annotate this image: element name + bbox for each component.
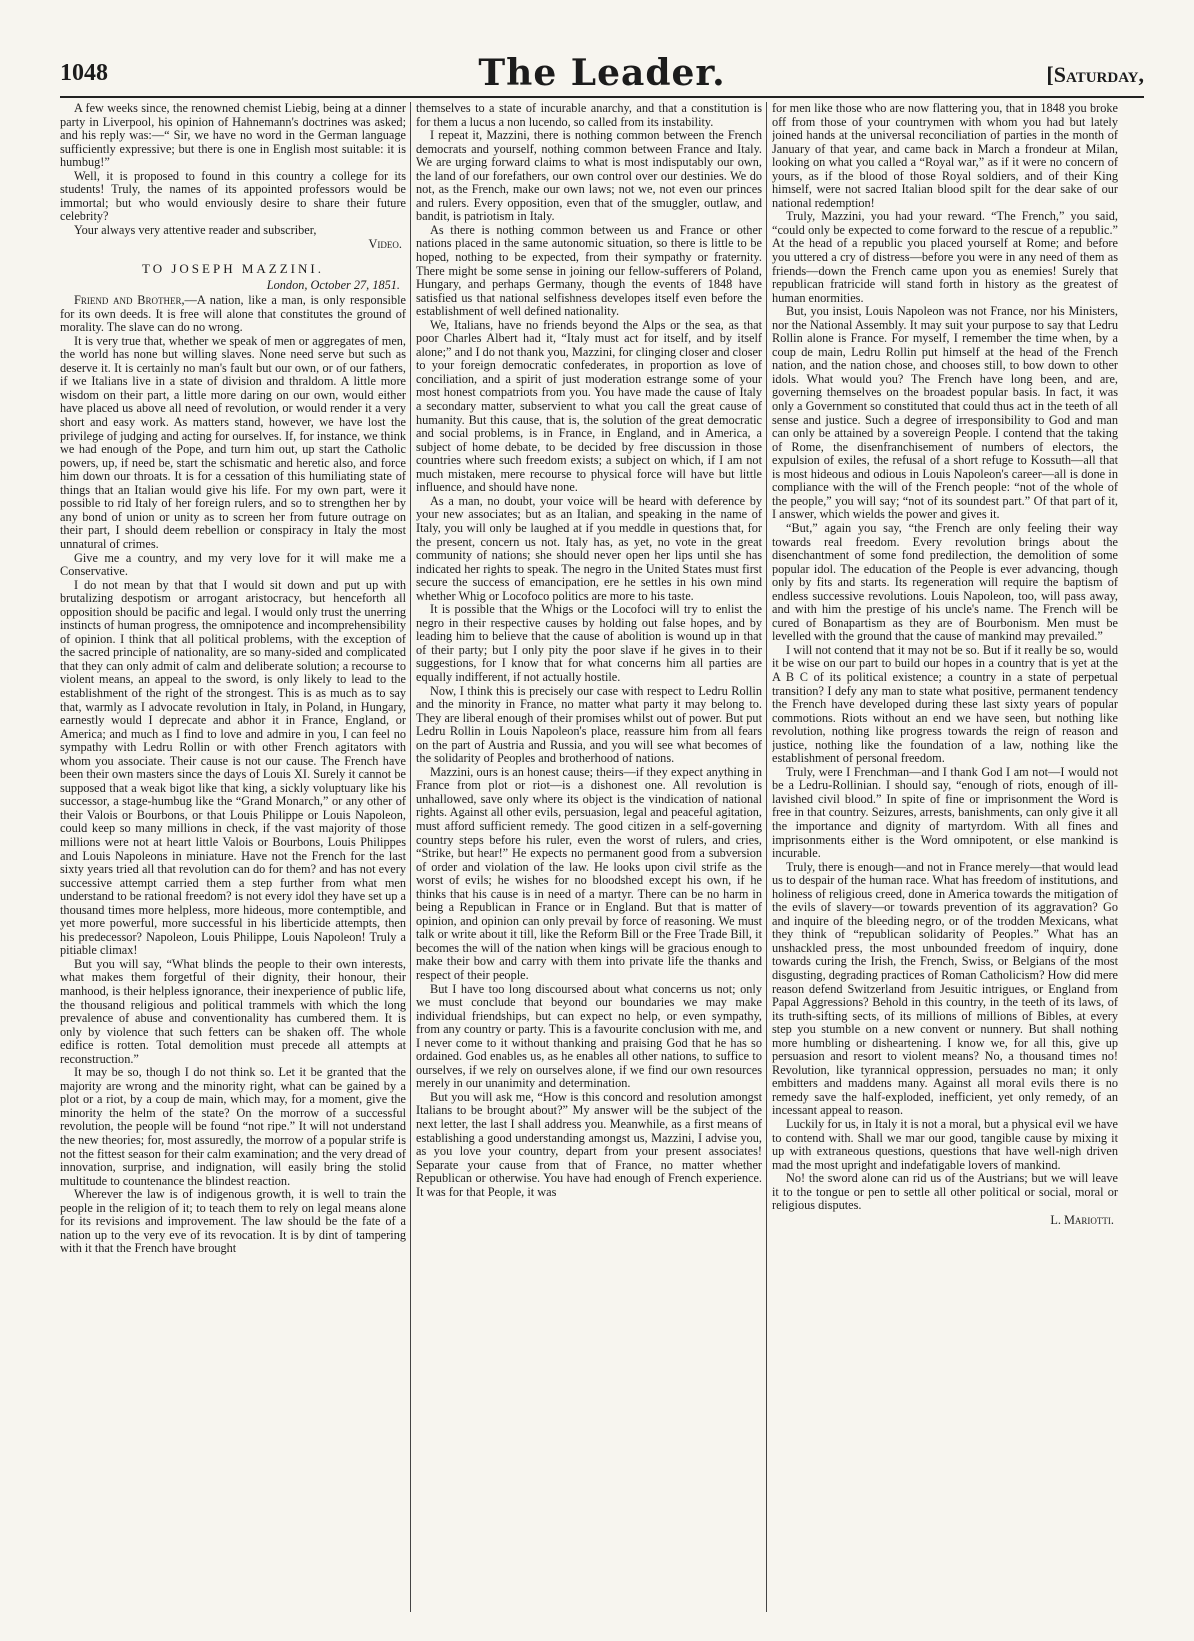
author-signature: L. Mariotti. xyxy=(1050,1212,1114,1227)
paragraph: As there is nothing common between us and France or other nations placed in the same autonomic situation, so there is little to be hoped, nothing to be expected, from their sympathy or fraternity. There might be some sense in joining our fellow-sufferers of Poland, Hungary, and perhaps Germany, though the events of 1848 have satisfied us that national selfishness developes itself even before the establishment of well defined nationality. xyxy=(416,222,762,319)
paragraph: Wherever the law is of indigenous growth, it is well to train the people in the religion of it; to teach them to rely on legal means alone for its revisions and improvement. The law should be the fate of a nation up to the very eve of its revocation. It is by dint of tampering with it that the French have brought xyxy=(60,1187,406,1256)
paragraph: As a man, no doubt, your voice will be heard with deference by your new associates; but as an Italian, and speaking in the name of Italy, you will only be laughed at if you meddle in questions that, for the present, concern us not. Italy has, as yet, no vote in the great community of nations; she should never open her lips until she has indicated her rights to speak. The negro in the United States must first secure the success of emancipation, ere he settles in his own mind whether Whig or Locofoco politics are more to his taste. xyxy=(416,493,762,603)
paragraph: We, Italians, have no friends beyond the Alps or the sea, as that poor Charles Albert had it, “Italy must act for itself, and by itself alone;” and I do not thank you, Mazzini, for clinging closer and closer to your foreign democratic confederates, in proportion as love of conciliation, and a spirit of just moderation estrange some of your most honest compatriots from you. You have made the cause of Italy a secondary matter, subservient to what you call the great cause of humanity. But this cause, that is, the solution of the great democratic and social problems, is in France, in England, and in America, a subject of home debate, to be decided by free discussion in those countries where such freedom exists; a subject on which, if I am not much mistaken, mere recourse to physical force will have but little influence, and should have none. xyxy=(416,317,762,495)
paragraph: themselves to a state of incurable anarchy, and that a constitution is for them a lucus a non lucendo, so called from its instability. xyxy=(416,102,762,129)
paragraph-text: —A nation, like a man, is only responsible for its own deeds. It is free will alone that constitutes the ground of morality. The slave can do no wrong. xyxy=(60,293,406,335)
paragraph: It may be so, though I do not think so. Let it be granted that the majority are wrong and the minority right, what can be gained by a plot or a riot, by a coup de main, which may, for a moment, give the minority the helm of the state? On the morrow of a successful revolution, the people will be found “not ripe.” It will not understand the new theories; for, most assuredly, the morrow of a popular strife is not the fittest season for their calm examination; and the very dread of innovation, surprise, and indignation, will easily bring the stolid multitude to countenance the blindest reaction. xyxy=(60,1065,406,1188)
article-columns xyxy=(60,102,1148,1622)
paragraph: No! the sword alone can rid us of the Austrians; but we will leave it to the tongue or pen to settle all other political or social, moral or religious disputes. xyxy=(772,1171,1118,1213)
paragraph: But you will ask me, “How is this concord and resolution amongst Italians to be brought about?” My answer will be the subject of the next letter, the last I shall address you. Meanwhile, as a first means of establishing a good understanding amongst us, Mazzini, I advise you, as you love your country, depart from your present associates! Separate your cause from that of France, no matter whether Republican or otherwise. You have had enough of French experience. It was for that People, it was xyxy=(416,1089,762,1199)
letter-signature: Video. xyxy=(368,237,402,252)
paragraph: Give me a country, and my very love for it will make me a Conservative. xyxy=(60,550,406,579)
paragraph: But, you insist, Louis Napoleon was not France, nor his Ministers, nor the National Assembly. It may suit your purpose to say that Ledru Rollin alone is France. For myself, I remember the time when, by a coup de main, Ledru Rollin put himself at the head of the French nation, and the nation chose, and chooses still, to bow down to other idols. What would you? The French have long been, and are, governing themselves on the broadest popular basis. In fact, it was only a Government so constituted that could thus act in the teeth of all sense and justice. Such a degree of irresponsibility to God and man can only be attained by a sovereign People. I contend that the taking of Rome, the disenfranchisement of numbers of electors, the expulsion of exiles, the refusal of a short refuge to Kossuth—all that is most hideous and odious in Louis Napoleon's career—all is done in compliance with the will of the French people: “not of the whole of the people,” you will say; “not of its soundest part.” Of that part of it, I answer, which wields the power and gives it. xyxy=(772,304,1118,522)
paragraph: Truly, Mazzini, you had your reward. “The French,” you said, “could only be expected to come forward to the rescue of a republic.” At the head of a republic you placed yourself at Rome; and before you uttered a cry of distress—before you were in any need of them as friends—down the French came upon you as enemies! Surely that republican fratricide will stand forth in history as the greatest of human enormities. xyxy=(772,209,1118,305)
column-2 xyxy=(416,102,762,1622)
column-divider xyxy=(410,102,411,1612)
paragraph: Your always very attentive reader and subscriber, xyxy=(74,222,317,237)
paragraph: I repeat it, Mazzini, there is nothing common between the French democrats and yourself, nothing common between France and Italy. We are urging forward claims to what is most indisputably our own, the land of our forefathers, our own control over our destinies. We do not, as the French, make our own laws; not we, not even our princes and rulers. Every opposition, even that of the smuggler, outlaw, and bandit, is patriotism in Italy. xyxy=(416,128,762,224)
page-header xyxy=(60,52,1144,98)
paragraph: A few weeks since, the renowned chemist Liebig, being at a dinner party in Liverpool, his opinion of Hahnemann's doctrines was asked; and his reply was:—“ Sir, we have no word in the German language sufficiently expressive; but there is one in English most suitable: it is humbug!” xyxy=(60,102,406,170)
column-1 xyxy=(60,102,406,1622)
paragraph: for men like those who are now flattering you, that in 1848 you broke off from those of your countrymen with whom you had but lately joined hands at the universal reconciliation of parties in the month of January of that year, and came back in March a frondeur at Milan, looking on what you called a “Royal war,” as if it were no concern of yours, as if the blood of those Royal soldiers, and of their King himself, were not sacred Italian blood spilt for the dear sake of our national redemption! xyxy=(772,102,1118,210)
paragraph: I will not contend that it may not be so. But if it really be so, would it be wise on our part to build our hopes in a country that is yet at the A B C of its political existence; a country in a state of perpetual transition? I defy any man to state what positive, permanent tendency the French have developed during these last sixty years of popular commotions. Riots without an end we have seen, but nothing like revolution, nothing like progress towards the reign of reason and justice, nothing like the foundation of a law, nothing like the establishment of personal freedom. xyxy=(772,642,1118,766)
issue-day: [Saturday, xyxy=(1046,62,1144,87)
paragraph: Truly, there is enough—and not in France merely—that would lead us to despair of the human race. What has freedom of institutions, and holiness of religious creed, done in America towards the mitigation of the evils of slavery—or towards prevention of its aggravation? Go and inquire of the bleeding negro, or of the trodden Mexicans, what they think of “republican solidarity of Peoples.” What has an unshackled press, the most unbounded freedom of inquiry, done towards curing the Irish, the French, Swiss, or Belgians of the most disgusting, degrading practices of Roman Catholicism? How did mere reason defend Switzerland from Jesuitic intrigues, or England from Papal Aggressions? Behold in this country, in the teeth of its laws, of its truth-sifting sects, of its millions of millions of Bibles, at every step you stumble on a new convent or nunnery. But shall nothing more humbling or disheartening. I know we, for all this, give up persuasion and resort to violent means? No, a thousand times no! Revolution, like tyrannical oppression, persuades no man; it only embitters and maddens many. Against all moral evils there is no remedy save the half-exploded, inefficient, yet only remedy, of an incessant appeal to reason. xyxy=(772,859,1118,1118)
paragraph: But you will say, “What blinds the people to their own interests, what makes them forgetful of their dignity, their honour, their manhood, is their helpless ignorance, their inexperience of public life, the thousand religious and political trammels with which the long prevalence of abuse and conventionality has cumbered them. It is only by violence that such fetters can be shaken off. The whole edifice is rotten. Total demolition must precede all attempts at reconstruction.” xyxy=(60,956,406,1066)
paragraph: But I have too long discoursed about what concerns us not; only we must conclude that beyond our boundaries we may make individual friendships, but can expect no help, or even sympathy, from any country or party. This is a favourite conclusion with me, and I never come to it without thanking and praising God that he has so ordained. God enables us, as he enables all other nations, to suffice to ourselves, if we rely on ourselves alone, if we find our own resources merely in our unanimity and determination. xyxy=(416,981,762,1091)
paragraph: Well, it is proposed to found in this country a college for its students! Truly, the names of its appointed professors would be immortal; but who would enviously desire to share their future celebrity? xyxy=(60,168,406,224)
salutation: Friend and Brother, xyxy=(74,293,185,308)
paragraph: It is very true that, whether we speak of men or aggregates of men, the world has none but willing slaves. None need serve but such as deserve it. It is certainly no man's fault but our own, or of our fathers, if we Italians live in a state of division and thraldom. A little more wisdom on their part, a little more daring on our own, would either have placed us above all need of revolution, or would render it a very short and easy work. As matters stand, however, we have lost the privilege of judging and acting for ourselves. If, for instance, we think we had enough of the Pope, and turn him out, up start the Catholic powers, up, if need be, start the schismatic and heretic also, and force him down our throats. It is for a cessation of this humiliating state of things that an Italian would give his life. For my own part, were it possible to rid Italy of her foreign rulers, and so to strengthen her by any bond of union or unity as to screen her from future outrage on their part, I should deem rebellion or conspiracy in Italy the most unnatural of crimes. xyxy=(60,333,406,551)
letter-title: TO JOSEPH MAZZINI. xyxy=(142,261,324,277)
paragraph: I do not mean by that that I would sit down and put up with brutalizing despotism or arrogant aristocracy, but henceforth all opposition should be pacific and legal. I would only trust the unerring instincts of human progress, the omnipotence and incomprehensibility of opinion. I think that all political problems, with the exception of the sacred principle of nationality, are so many-sided and complicated that they can only admit of calm and deliberate solution; a recourse to violent means, an appeal to the sword, is only likely to lead to the establishment of the right of the strongest. This is as much as to say that, warmly as I advocate revolution in Italy, in Poland, in Hungary, earnestly would I deprecate and abhor it in France, England, or America; and much as I find to love and admire in you, I can feel no sympathy with Ledru Rollin or with other French agitators with whom you associate. Their cause is not our cause. The French have been their own masters since the days of Louis XI. Surely it cannot be supposed that a weak bigot like that king, a sickly voluptuary like his successor, a stage-humbug like the “Grand Monarch,” or any other of their Valois or Bourbons, or that Louis Philippe or Louis Napoleon, could keep so many millions in check, if the vast majority of those millions were not at heart little Valois or Bourbons, Louis Philippes and Louis Napoleons in miniature. Have not the French for the last sixty years tried all that revolution can do for them? and has not every successive attempt carried them a step further from what men understand to be rational freedom? is not every idol they have set up a thousand times more helpless, more hideous, more contemptible, and yet more powerful, more successful in his liberticide attempts, then his predecessor? Napoleon, Louis Philippe, Louis Napoleon! Truly a pitiable climax! xyxy=(60,577,406,958)
column-3 xyxy=(772,102,1118,1622)
column-divider xyxy=(766,102,767,1612)
letter-dateline: London, October 27, 1851. xyxy=(266,277,400,292)
masthead-title: The Leader. xyxy=(478,52,726,94)
paragraph: Luckily for us, in Italy it is not a moral, but a physical evil we have to contend with. Shall we mar our good, tangible cause by mixing it up with extraneous questions, questions that have well-nigh driven mad the most upright and indefatigable lovers of mankind. xyxy=(772,1117,1118,1172)
page-number: 1048 xyxy=(60,60,108,86)
paragraph: It is possible that the Whigs or the Locofoci will try to enlist the negro in their respective causes by holding out false hopes, and by leading him to believe that the cause of abolition is wound up in that of their party; but I only pity the poor slave if he gives in to their suggestions, for I know that for what concerns him all parties are equally indifferent, if not actually hostile. xyxy=(416,602,762,684)
paragraph: Now, I think this is precisely our case with respect to Ledru Rollin and the minority in France, no matter what party it may belong to. They are liberal enough of their promises whilst out of power. But put Ledru Rollin in Louis Napoleon's place, reassure him from all fears on the part of Austria and Russia, and you will see what becomes of the solidarity of Peoples and brotherhood of nations. xyxy=(416,683,762,766)
paragraph: “But,” again you say, “the French are only feeling their way towards real freedom. Every revolution brings about the disenchantment of some fond predilection, the demolition of some popular idol. The education of the People is ever advancing, though only by fits and starts. Its regeneration will require the baptism of endless successive revolutions. Louis Napoleon, too, will pass away, and with him the prestige of his uncle's name. The French will be cured of Bonapartism as they are of Bourbonism. Men must be levelled with the ground that the cause of mankind may prevailed.” xyxy=(772,520,1118,644)
paragraph xyxy=(60,294,406,335)
paragraph: Mazzini, ours is an honest cause; theirs—if they expect anything in France from plot or riot—is a dishonest one. All revolution is unhallowed, save only where its object is the vindication of national rights. Against all other evils, persuasion, legal and peaceful agitation, must afford sufficient remedy. The good citizen in a self-governing country steps before his ruler, even the worst of rulers, and cries, “Strike, but hear!” He expects no permanent good from a subversion of order and violation of the law. He looks upon civil strife as the worst of evils; he wishes for no bloodshed except his own, if he thinks that his cause is in need of a martyr. There can be no harm in being a Republican in France or in England. But that is matter of opinion, and opinion can only prevail by force of reasoning. We must talk or write about it till, like the Reform Bill or the Free Trade Bill, it becomes the will of the nation when kings will be gracious enough to make their bow and carry with them into private life the thanks and respect of their people. xyxy=(416,764,762,982)
paragraph: Truly, were I Frenchman—and I thank God I am not—I would not be a Ledru-Rollinian. I should say, “enough of riots, enough of ill-lavished civil blood.” In spite of fine or imprisonment the Word is free in that country. Seizures, arrests, banishments, can only give it all the importance and dignity of martyrdom. With all fines and imprisonments either is the Word omnipotent, or else mankind is incurable. xyxy=(772,764,1118,861)
